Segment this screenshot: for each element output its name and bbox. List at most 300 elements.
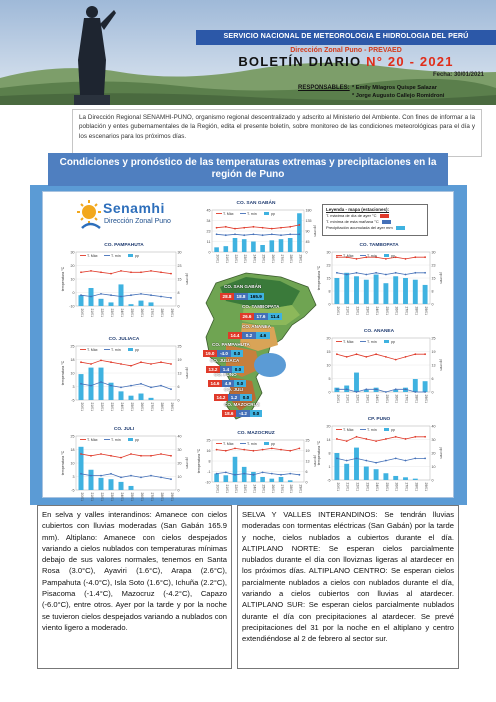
series-point (299, 448, 301, 450)
series-point (225, 226, 227, 228)
legend-label: T. Máx (223, 212, 234, 216)
legend-label: T. mín (247, 442, 257, 446)
x-tick-label: 21/01 (224, 254, 229, 263)
zone-name: Dirección Zonal Puno - PREVAED (290, 47, 402, 54)
y2-tick-label: 8 (177, 290, 180, 295)
y2-tick-label: 23 (431, 263, 436, 268)
x-tick-label: 24/01 (120, 402, 124, 411)
x-tick-label: 23/01 (243, 254, 248, 263)
pp-bar (129, 304, 134, 306)
series-point (385, 438, 387, 440)
series-point (424, 353, 426, 355)
series-point (424, 436, 426, 438)
series-point (395, 436, 397, 438)
pp-bar (423, 285, 428, 304)
series-line (217, 472, 300, 474)
y-axis-label: temperatura °C (61, 450, 65, 476)
chart-puno (316, 414, 442, 496)
x-tick-label: 23/01 (365, 394, 370, 403)
series-line (337, 437, 425, 441)
y2-tick-label: 0 (177, 304, 180, 309)
pp-bar (99, 368, 104, 400)
y-tick-label: 18 (70, 357, 75, 362)
x-tick-label: 28/01 (160, 402, 164, 411)
map-tmax-ananea: 14.4 (228, 332, 242, 339)
legend-item-tmin: T. mínima de esta mañana °C (326, 219, 424, 225)
legend-item-pp: Precipitación acumulada del ayer mm (326, 225, 424, 231)
legend-label: T. mín (111, 348, 121, 352)
series-point (90, 270, 92, 272)
pp-bar (233, 238, 238, 252)
x-tick-label: 21/01 (90, 402, 94, 411)
x-tick-label: 21/01 (345, 394, 350, 403)
y2-tick-label: 13 (177, 371, 182, 376)
pp-bar (119, 482, 124, 490)
bulletin-label: BOLETÍN DIARIO (238, 54, 362, 69)
series-point (271, 228, 273, 230)
series-point (140, 455, 142, 457)
y2-tick-label: 13 (305, 459, 310, 464)
y-axis-label: temperatura °C (317, 265, 321, 291)
y2-tick-label: 8 (431, 289, 434, 294)
map-pp-juliaca: 0.0 (232, 366, 244, 373)
series-point (170, 478, 172, 480)
x-tick-label: 20/01 (80, 402, 84, 411)
y2-tick-label: 30 (177, 250, 182, 255)
x-tick-label: 22/01 (355, 482, 360, 491)
legend-label: pp (391, 428, 395, 432)
series-point (262, 449, 264, 451)
series-point (253, 226, 255, 228)
x-tick-label: 25/01 (384, 482, 389, 491)
series-point (346, 274, 348, 276)
statue-silhouette (62, 0, 122, 105)
series-point (356, 272, 358, 274)
chart-svg (196, 198, 316, 268)
series-point (385, 274, 387, 276)
series-point (336, 272, 338, 274)
y-tick-label: 10 (70, 461, 75, 466)
chart-svg (196, 428, 316, 498)
map-tmin-ananea: 0.2 (242, 332, 256, 339)
series-point (130, 294, 132, 296)
series-point (414, 353, 416, 355)
legend-label: T. Máx (343, 254, 354, 258)
chart-pampahuta (60, 240, 188, 322)
series-point (225, 472, 227, 474)
x-tick-label: 22/01 (355, 306, 360, 315)
series-point (253, 450, 255, 452)
series-point (365, 274, 367, 276)
series-point (375, 462, 377, 464)
x-tick-label: 22/01 (234, 254, 238, 263)
map-label-mazocruz: CO. MAZOCRUZ (224, 402, 260, 407)
y-tick-label: 0 (328, 302, 331, 307)
y2-tick-label: 25 (177, 344, 182, 349)
series-point (395, 458, 397, 460)
series-point (289, 450, 291, 452)
series-point (356, 258, 358, 260)
series-point (130, 453, 132, 455)
x-tick-label: 29/01 (170, 402, 174, 411)
y2-axis-label: pp mm (439, 447, 443, 459)
pp-bar (270, 479, 275, 482)
series-point (336, 353, 338, 355)
pp-bar (344, 273, 349, 304)
chart-title: CO. PAMPAHUTA (104, 243, 144, 248)
x-tick-label: 20/01 (335, 306, 340, 315)
x-tick-label: 26/01 (270, 484, 275, 493)
legend-swatch (128, 254, 133, 257)
series-point (80, 294, 82, 296)
y2-tick-label: 40 (177, 434, 182, 439)
pp-bar (354, 373, 359, 392)
series-point (130, 385, 132, 387)
legend-title: Leyenda - mapa (estaciones): (326, 207, 390, 212)
series-point (375, 353, 377, 355)
institution-name: SERVICIO NACIONAL DE METEOROLOGIA E HIDROLOGIA DEL PERÚ (223, 31, 469, 40)
y2-tick-label: 10 (177, 474, 182, 479)
series-line (337, 389, 425, 392)
y2-axis-label: pp mm (185, 273, 189, 285)
pp-bar (149, 398, 154, 400)
x-tick-label: 25/01 (384, 306, 389, 315)
x-tick-label: 27/01 (404, 482, 409, 491)
x-tick-label: 28/01 (160, 492, 164, 501)
pp-swatch (396, 226, 405, 230)
map-tmax-pampahuta: 19.0 (203, 350, 217, 357)
map-pp-juli: 0.0 (240, 394, 252, 401)
legend-swatch (128, 348, 133, 351)
x-tick-label: 29/01 (170, 308, 174, 317)
series-point (140, 293, 142, 295)
series-point (225, 450, 227, 452)
legend-swatch (384, 428, 389, 431)
map-pp-mazocruz: 0.0 (250, 410, 262, 417)
pp-bar (334, 453, 339, 480)
y-tick-label: 5 (328, 376, 331, 381)
pp-bar (403, 278, 408, 304)
series-point (110, 455, 112, 457)
pp-bar (99, 478, 104, 490)
responsable-2: * Jorge Augusto Callejo Romidroni (352, 93, 445, 99)
series-point (365, 460, 367, 462)
map-pp-tambopata: 11.4 (268, 313, 282, 320)
x-tick-label: 24/01 (375, 394, 380, 403)
legend-label: T. Máx (87, 438, 98, 442)
x-tick-label: 25/01 (261, 254, 266, 263)
pp-bar (233, 457, 238, 482)
legend-label: T. mín (111, 438, 121, 442)
pp-bar (251, 242, 256, 253)
map-tmax-puno: 14.6 (208, 380, 222, 387)
y2-tick-label: 30 (177, 447, 182, 452)
x-tick-label: 20/01 (335, 394, 340, 403)
y2-tick-label: 15 (177, 277, 182, 282)
series-point (150, 475, 152, 477)
forecast-text: SELVA Y VALLES INTERANDINOS: Se tendrán lluvias moderadas con tormentas eléctricas (San Gabán) por la tarde y noche, cielos nublados a cubiertos durante el día. ALTIPLANO NORTE: Se esperan cielos parcialmente nublados durante el día con lloviznas ligeras al atardecer en los próximos días. ALTIPLANO CENTRO: Se esperan cielos parcialmente nublados a cielos con nublados durante el día, variando a cielos cubiertos con lluvias al atardecer. ALTIPLANO SUR: Se esperan cielos parcialmente nublados durante el día con precipitaciones al atardecer. Se prevé precipitaciones del 31 por la noche en el altiplano y centro extendiéndose al 2 de febrero al sector sur. (237, 505, 459, 669)
pp-bar (288, 480, 293, 482)
y-tick-label: 8 (328, 451, 331, 456)
series-point (80, 361, 82, 363)
pp-bar (109, 479, 114, 490)
series-line (81, 382, 171, 389)
x-tick-label: 21/01 (345, 306, 350, 315)
tmax-swatch (380, 214, 389, 218)
y2-tick-label: 13 (431, 363, 436, 368)
x-tick-label: 24/01 (375, 306, 380, 315)
series-point (405, 356, 407, 358)
chart-svg (316, 240, 442, 320)
series-point (243, 449, 245, 451)
series-point (346, 388, 348, 390)
map-tmax-mazocruz: 18.6 (222, 410, 236, 417)
x-tick-label: 26/01 (140, 402, 144, 411)
series-point (271, 233, 273, 235)
y2-tick-label: 30 (431, 437, 436, 442)
y-tick-label: -5 (71, 398, 75, 403)
series-point (356, 436, 358, 438)
pp-bar (119, 391, 124, 400)
y2-tick-label: 0 (305, 250, 308, 255)
pp-bar (393, 276, 398, 304)
series-point (271, 448, 273, 450)
map-pp-san-gaban: 165.9 (248, 293, 264, 300)
x-tick-label: 25/01 (130, 308, 134, 317)
series-point (234, 448, 236, 450)
section-title: Condiciones y pronóstico de las temperaturas extremas y precipitaciones en la región de Puno (48, 153, 448, 186)
y2-axis-label: pp mm (439, 272, 443, 284)
series-point (280, 227, 282, 229)
series-point (336, 458, 338, 460)
chart-title: CO. MAZOCRUZ (237, 431, 275, 436)
chart-juli (60, 424, 188, 506)
series-point (336, 438, 338, 440)
y-axis-label: temperatura °C (197, 448, 201, 474)
x-tick-label: 20/01 (80, 492, 84, 501)
y-tick-label: 1 (328, 464, 331, 469)
map-pp-puno: 0.0 (234, 380, 246, 387)
pp-bar (393, 476, 398, 480)
series-point (395, 388, 397, 390)
series-point (375, 440, 377, 442)
legend-label: T. mín (367, 428, 377, 432)
pp-bar (242, 239, 247, 252)
map-tmin-juliaca: 1.4 (220, 366, 232, 373)
y2-tick-label: 30 (431, 250, 436, 255)
pp-bar (109, 302, 114, 306)
series-point (150, 294, 152, 296)
current-conditions-text: En selva y valles interandinos: Amanece con cielos cubiertos con lluvias moderadas (San Gabán 165.9 mm). Altiplano: Amanece con cielos despejados variando a cielos nublados con temperaturas mínimas debajo de sus valores normales, tenemos en Santa Rosa (3.0°C), Ayaviri (1.6°C), Arapa (2.6°C), Pampahuta (-4.0°C), Isla Soto (1.6°C), Ichuña (2.2°C), Pisacoma (-1.4°C), Mazocruz (-4.2°C), Capazo (-6.0°C), entre otros. Ayer por la tarde y por la noche se tuvieron cielos despejados variando a nublados con viento ligero a moderado. (37, 505, 232, 669)
x-tick-label: 20/01 (215, 484, 220, 493)
legend-label: pp (391, 254, 395, 258)
y-axis-label: temperatura °C (61, 360, 65, 386)
y2-tick-label: 180 (305, 208, 312, 213)
map-tmin-tambopata: 17.6 (254, 313, 268, 320)
bulletin-title (196, 54, 496, 69)
header-banner (0, 0, 496, 105)
x-tick-label: 23/01 (110, 308, 114, 317)
x-tick-label: 26/01 (394, 306, 399, 315)
series-point (100, 293, 102, 295)
x-tick-label: 20/01 (80, 308, 84, 317)
pp-bar (149, 302, 154, 306)
y-tick-label: 8 (328, 289, 331, 294)
chart-tambopata (316, 240, 442, 320)
y-tick-label: 23 (206, 229, 211, 234)
legend-label: pp (391, 340, 395, 344)
series-point (110, 473, 112, 475)
pp-bar (214, 474, 219, 482)
y2-tick-label: 90 (305, 229, 310, 234)
series-point (280, 474, 282, 476)
x-tick-label: 28/01 (414, 394, 419, 403)
x-tick-label: 22/01 (100, 308, 104, 317)
y2-tick-label: 0 (177, 398, 180, 403)
series-point (160, 477, 162, 479)
series-point (90, 475, 92, 477)
tmin-swatch (382, 220, 391, 224)
pp-bar (297, 213, 302, 252)
x-tick-label: 29/01 (170, 492, 174, 501)
x-tick-label: 27/01 (404, 394, 409, 403)
x-tick-label: 21/01 (224, 484, 229, 493)
series-point (100, 453, 102, 455)
x-tick-label: 29/01 (424, 482, 429, 491)
y2-tick-label: 19 (431, 349, 436, 354)
y2-tick-label: 19 (305, 448, 310, 453)
intro-text: La Dirección Regional SENAMHI-PUNO, organismo regional descentralizado y adscrito al Ministerio del Ambiente. Con fines de informar a la población y entes gubernamentales de la Región, edita el presente boletín, sobre monitoreo de las condiciones meteorológicas para el día y los escenarios para los próximos días. (72, 109, 482, 157)
x-tick-label: 24/01 (252, 484, 257, 493)
series-point (130, 475, 132, 477)
map-tmin-puno: 4.9 (222, 380, 234, 387)
x-tick-label: 28/01 (414, 482, 419, 491)
pp-bar (354, 448, 359, 480)
x-tick-label: 21/01 (90, 308, 94, 317)
x-tick-label: 22/01 (234, 484, 238, 493)
series-point (225, 234, 227, 236)
y-axis-label: temperatura °C (317, 440, 321, 466)
responsables-label: RESPONSABLES: (298, 85, 350, 91)
x-tick-label: 26/01 (270, 254, 275, 263)
y-tick-label: 25 (70, 344, 75, 349)
legend-label: T. Máx (343, 428, 354, 432)
series-point (120, 477, 122, 479)
x-tick-label: 23/01 (365, 306, 370, 315)
series-point (414, 272, 416, 274)
series-point (365, 356, 367, 358)
legend-swatch (264, 442, 269, 445)
x-tick-label: 27/01 (280, 254, 284, 263)
y-tick-label: -10 (205, 480, 211, 485)
y-tick-label: -1 (207, 469, 211, 474)
series-point (160, 453, 162, 455)
map-legend (322, 204, 428, 236)
y-tick-label: 23 (326, 263, 331, 268)
y2-axis-label: pp mm (313, 225, 317, 237)
legend-label: pp (271, 212, 275, 216)
pp-bar (99, 299, 104, 306)
map-tmax-juliaca: 13.2 (206, 366, 220, 373)
series-point (90, 363, 92, 365)
x-tick-label: 26/01 (140, 492, 144, 501)
series-point (120, 270, 122, 272)
legend-label: T. Máx (223, 442, 234, 446)
series-point (150, 455, 152, 457)
series-point (424, 458, 426, 460)
legend-swatch (384, 340, 389, 343)
series-point (140, 383, 142, 385)
series-point (395, 256, 397, 258)
y-tick-label: 30 (326, 250, 331, 255)
map-label-san-gaban: CO. SAN GABÁN (224, 284, 262, 289)
map-label-juli: CO. JULI (224, 387, 244, 392)
y-tick-label: 34 (206, 218, 211, 223)
y2-tick-label: 15 (431, 276, 436, 281)
series-point (336, 388, 338, 390)
legend-swatch (384, 254, 389, 257)
series-point (424, 391, 426, 393)
x-tick-label: 23/01 (243, 484, 248, 493)
series-point (365, 438, 367, 440)
series-point (385, 391, 387, 393)
x-tick-label: 24/01 (120, 492, 124, 501)
chart-svg (316, 326, 442, 408)
chart-title: CO. JULI (113, 427, 135, 432)
x-tick-label: 28/01 (160, 308, 164, 317)
chart-ananea (316, 326, 442, 408)
series-point (170, 363, 172, 365)
series-point (216, 449, 218, 451)
pp-bar (334, 278, 339, 304)
pp-bar (119, 284, 124, 306)
series-point (414, 391, 416, 393)
chart-title: CO. TAMBOPATA (359, 243, 399, 248)
series-line (217, 234, 300, 235)
series-point (120, 363, 122, 365)
series-point (100, 271, 102, 273)
pp-bar (260, 245, 265, 252)
y-tick-label: 14 (326, 437, 331, 442)
series-point (253, 233, 255, 235)
series-point (289, 233, 291, 235)
series-point (405, 438, 407, 440)
y2-tick-label: 45 (305, 239, 310, 244)
y-tick-label: 15 (326, 349, 331, 354)
x-tick-label: 29/01 (424, 306, 429, 315)
series-point (262, 472, 264, 474)
series-point (90, 296, 92, 298)
y-tick-label: 15 (326, 276, 331, 281)
legend-label: T. mín (367, 340, 377, 344)
y2-tick-label: 19 (177, 357, 182, 362)
pp-bar (364, 467, 369, 481)
y-tick-label: 18 (70, 447, 75, 452)
series-point (170, 388, 172, 390)
series-point (424, 272, 426, 274)
series-line (81, 294, 171, 298)
map-tmax-san-gaban: 28.8 (220, 293, 234, 300)
x-tick-label: 26/01 (394, 482, 399, 491)
x-tick-label: 23/01 (110, 402, 114, 411)
series-point (170, 297, 172, 299)
series-line (217, 225, 300, 229)
series-point (405, 274, 407, 276)
pp-bar (260, 477, 265, 482)
y2-tick-label: 25 (305, 438, 310, 443)
y-tick-label: 20 (326, 424, 331, 429)
series-point (80, 383, 82, 385)
